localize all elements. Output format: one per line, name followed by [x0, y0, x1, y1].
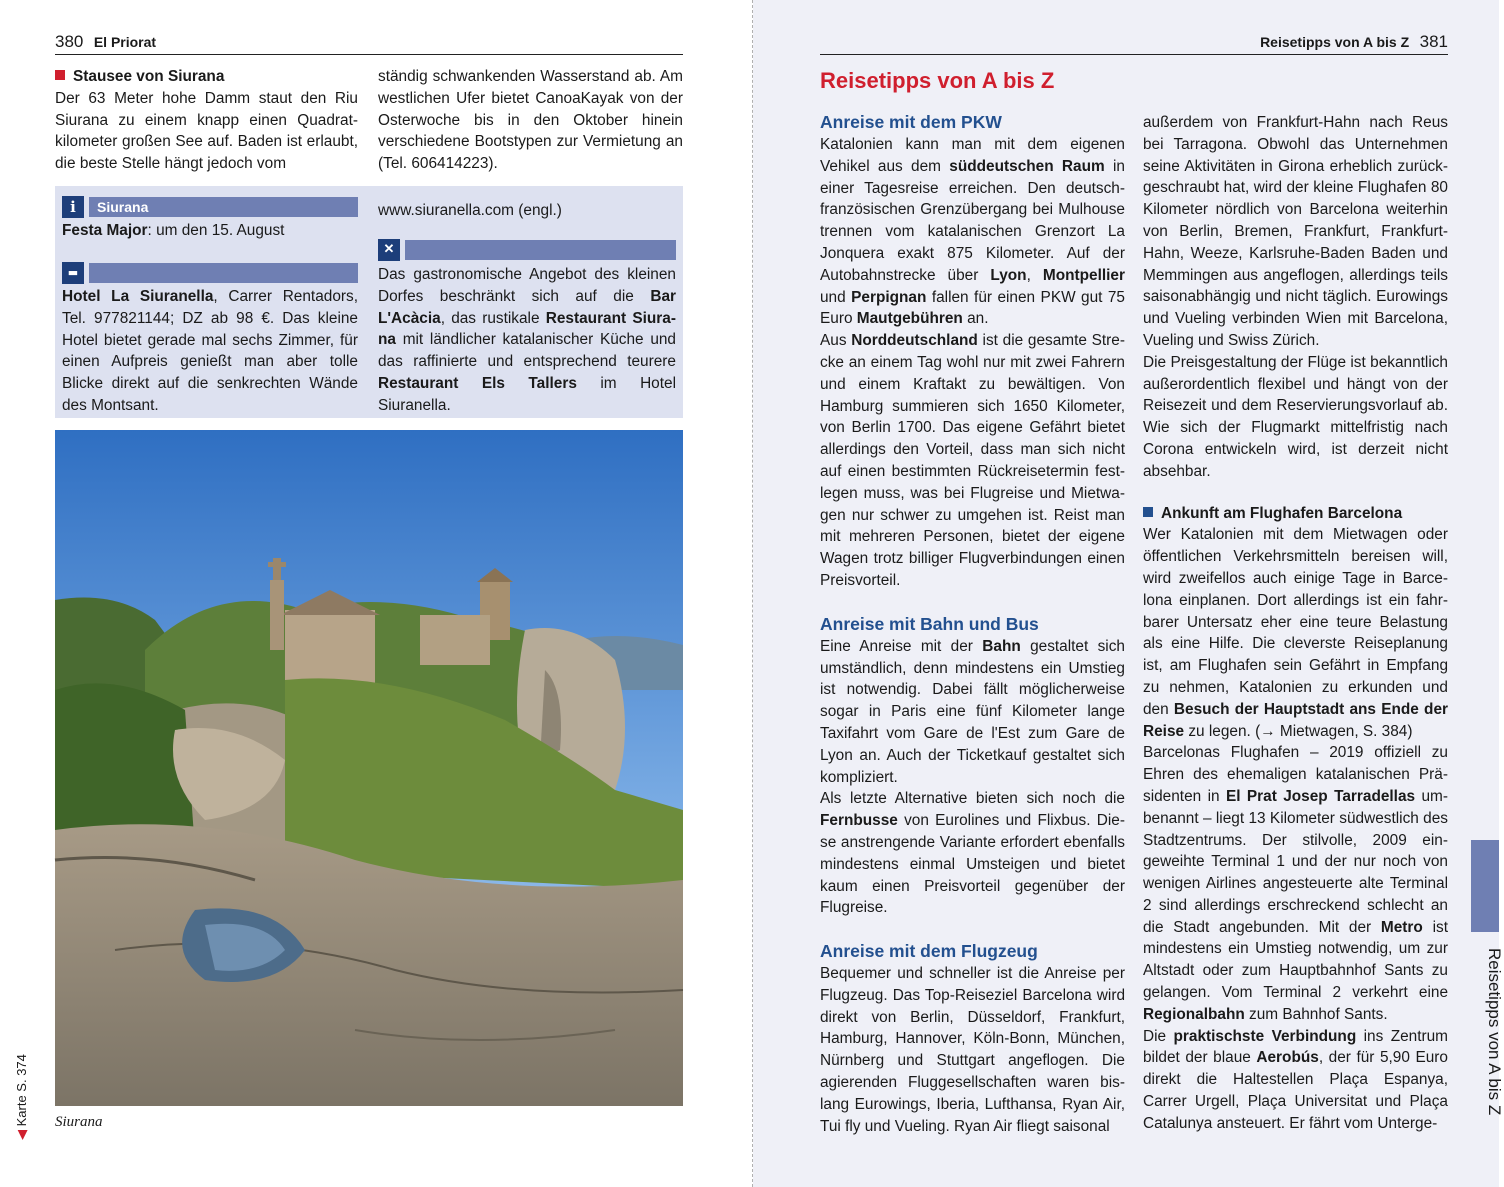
bahn-paragraph-1: Eine Anreise mit der Bahn gestaltet sich umständlich, denn mindestens ein Umstieg ist notwendig. Dabei fällt möglicherweise sogar in Paris eine fünf Kilometer lange Taxifahrt vom Gare de l'Est zum Gare de Lyon an. Auch der Ticketkauf gestaltet sich kompliziert.: [820, 637, 1125, 786]
right-running-head: [820, 32, 1448, 55]
left-column-1: [55, 66, 358, 175]
map-reference-label: ◀ Karte S. 374: [14, 1054, 29, 1140]
bullet-square-icon: [55, 70, 65, 80]
flug-heading: Anreise mit dem Flugzeug: [820, 941, 1038, 962]
bed-icon: ▬: [62, 262, 84, 284]
festa-label: Festa Major: [62, 222, 148, 239]
festa-line: [62, 220, 358, 242]
siurana-photo: [55, 430, 683, 1106]
pkw-paragraph-1: Katalonien kann man mit dem eigenen Vehikel aus dem süddeutschen Raum in einer Tagesreise erreichen. Den deutsch-französischen Grenzübergang bei Mulhouse trennen vom katalanischen Grenzort La Jonquera exakt 875 Kilometer. Auf der Autobahnstrecke über Lyon, Montpellier und Perpignan fallen für einen PKW gut 75 Euro Mautgebühren an.: [820, 136, 1125, 328]
bahn-heading: Anreise mit Bahn und Bus: [820, 613, 1039, 634]
ankunft-paragraph-1: Wer Katalonien mit dem Mietwagen oder öffentlichen Verkehrsmitteln bereisen will, wird zweifellos auch einige Tage in Barcelona einplanen. Dort allerdings ist ein fahrbarer Untersatz eher eine teure Belastung als eine Hilfe. Die cleverste Reiseplanung ist, am Flughafen sein Gefährt in Empfang zu nehmen, Katalonien zu erkunden und den Besuch der Hauptstadt ans Ende der Reise zu legen. (→ Mietwagen, S. 384): [1143, 526, 1448, 740]
website-link[interactable]: www.siuranella.com (engl.): [378, 202, 562, 219]
restaurant-name-2: Restaurant Els Tallers: [378, 374, 577, 392]
photo-caption: Siurana: [55, 1114, 103, 1130]
left-column-2: [378, 66, 683, 175]
hotel-name: Hotel La Siuranella: [62, 288, 214, 305]
triangle-marker-icon: ◀: [14, 1130, 29, 1140]
section-title: Reisetipps von A bis Z: [820, 68, 1055, 93]
hotel-bar: [89, 263, 358, 283]
ankunft-paragraph-2: Barcelonas Flughafen – 2019 offiziell zu Ehren des ehemaligen katalanischen Präsidenten in El Prat Josep Tarradellas umbenannt – liegt 13 Kilometer südwestlich des Stadtzentrums. Der stilvolle, 2009 eingeweihte Terminal 1 und der nur noch von wenigen Airlines angesteuerte alte Terminal 2 sind allerdings erschreckend schlecht an die Stadt angebunden. Mit der Metro ist mindestens ein Umstieg notwendig, um zur Altstadt oder zum Hauptbahnhof Sants zu gelangen. Vom Terminal 2 verkehrt eine Regionalbahn zum Bahnhof Sants.: [1143, 744, 1448, 1023]
hotel-text-block: [62, 286, 358, 417]
restaurant-name-1: Restaurant Siurana: [378, 309, 676, 349]
pkw-heading: Anreise mit dem PKW: [820, 112, 1002, 132]
festa-text: : um den 15. August: [147, 222, 285, 239]
info-icon: i: [62, 196, 84, 218]
restaurant-bar: [405, 240, 676, 260]
stausee-heading: Stausee von Siurana: [55, 66, 358, 88]
flug-paragraph-3: Die Preisgestaltung der Flüge ist bekanntlich außerordentlich flexibel und hängt von der Reisezeit und dem Reservierungsvorlauf ab. Wie sich der Flugmarkt mittelfristig nach Corona entwickeln wird, ist derzeit nicht absehbar.: [1143, 353, 1448, 480]
bahn-paragraph-2: Als letzte Alternative bieten sich noch die Fernbusse von Eurolines und Flixbus. Diese anstrengende Variante erfordert ebenfalls mindestens einmal Umsteigen und bietet kaum einen Preisvorteil gegenüber der Flugreise.: [820, 790, 1125, 917]
ankunft-heading: Ankunft am Flughafen Barcelona: [1143, 503, 1448, 525]
bar-name: Bar L'Acàcia: [378, 287, 676, 327]
left-running-head: [55, 32, 683, 55]
right-column-1: [820, 110, 1125, 1137]
pkw-paragraph-2: Aus Norddeutschland ist die gesamte Strecke an einem Tag wohl nur mit zwei Fahrern und einem Kraftakt zu bewältigen. Von Hamburg summieren sich 1650 Kilometer, von Berlin 1700. Das eigene Gefährt bietet allerdings den Vorteil, dass man sich nicht auf einen bestimmten Rückreisetermin festlegen muss, was bei Flugreise und Mietwagen nur schwer zu umgehen ist. Reist man mit mehreren Personen, bietet der eigene Wagen trotz billiger Flugverbindungen einen Preisvorteil.: [820, 332, 1126, 589]
left-page-number: 380: [55, 32, 84, 51]
chapter-side-label: Reisetipps von A bis Z: [1485, 948, 1504, 1116]
flug-paragraph-2: außerdem von Frankfurt-Hahn nach Reus bei Tarragona. Obwohl das Unternehmen seine Aktivitäten in Girona erheblich zurückgeschraubt hat, wird der kleine Flughafen 80 Kilometer nördlich von Barcelona weiterhin von Berlin, Bremen, Frankfurt, Frankfurt-Hahn, Weeze, Karlsruhe-Baden Baden und Memmingen aus angeflogen, allerdings teils saisonabhängig und nicht täglich. Eurowings und Vueling verbinden Wien mit Barcelona, Vueling und Swiss Zürich.: [1143, 114, 1448, 349]
restaurant-text-block: Das gastronomische Angebot des kleinen Dorfes beschränkt sich auf die Bar L'Acàcia, das rustikale Restaurant Siurana mit ländlicher katalanischer Küche und das raffinierte und entsprechend teurere Restaurant Els Tallers im Hotel Siuranella.: [378, 266, 676, 414]
right-page-number: 381: [1419, 32, 1448, 51]
hotel-text: , Carrer Rentadors, Tel. 977821144; DZ ab 98 €. Das kleine Hotel bietet gerade mal sechs Zimmer, für einen Aufpreis genießt man aber tolle Blicke direkt auf die senkrechten Wände des Montsant.: [62, 288, 358, 414]
right-column-2: [1143, 112, 1448, 1135]
left-running-title: El Priorat: [93, 34, 157, 50]
website-line: [378, 200, 678, 222]
stausee-text: Der 63 Meter hohe Damm staut den Riu Siurana zu einem knapp einen Quadratkilometer großen See auf. Baden ist erlaubt, die beste Stelle hängt jedoch vom: [55, 89, 358, 173]
info-box-title: Siurana: [97, 199, 149, 215]
restaurant-icon: ✕: [378, 239, 400, 261]
chapter-thumb-tab: [1471, 840, 1499, 932]
bullet-square-icon: [1143, 507, 1153, 517]
info-box-title-bar: [89, 197, 358, 217]
ankunft-paragraph-3: Die praktischste Verbindung ins Zentrum bildet der blaue Aerobús, der für 5,90 Euro direkt die Haltestellen Plaça Espanya, Carrer Urgell, Plaça Universitat und Plaça Catalunya ansteuert. Er fährt vom Unterge-: [1143, 1027, 1449, 1132]
flug-paragraph-1: Bequemer und schneller ist die Anreise per Flugzeug. Das Top-Reiseziel Barcelona wird direkt von Berlin, Düsseldorf, Frankfurt, Hamburg, Hannover, Köln-Bonn, München, Nürnberg und Stuttgart angeflogen. Die agierenden Fluggesellschaften waren bislang Eurowings, Iberia, Lufthansa, Ryan Air, Tui fly und Vueling. Ryan Air fliegt saisonal: [820, 965, 1125, 1135]
stausee-text-cont: ständig schwankenden Wasserstand ab. Am westlichen Ufer bietet CanoaKayak von der Osterwoche bis in den Oktober hinein verschiedene Bootstypen zur Vermietung an (Tel. 606414223).: [378, 68, 683, 173]
right-running-title: Reisetipps von A bis Z: [1260, 34, 1410, 50]
